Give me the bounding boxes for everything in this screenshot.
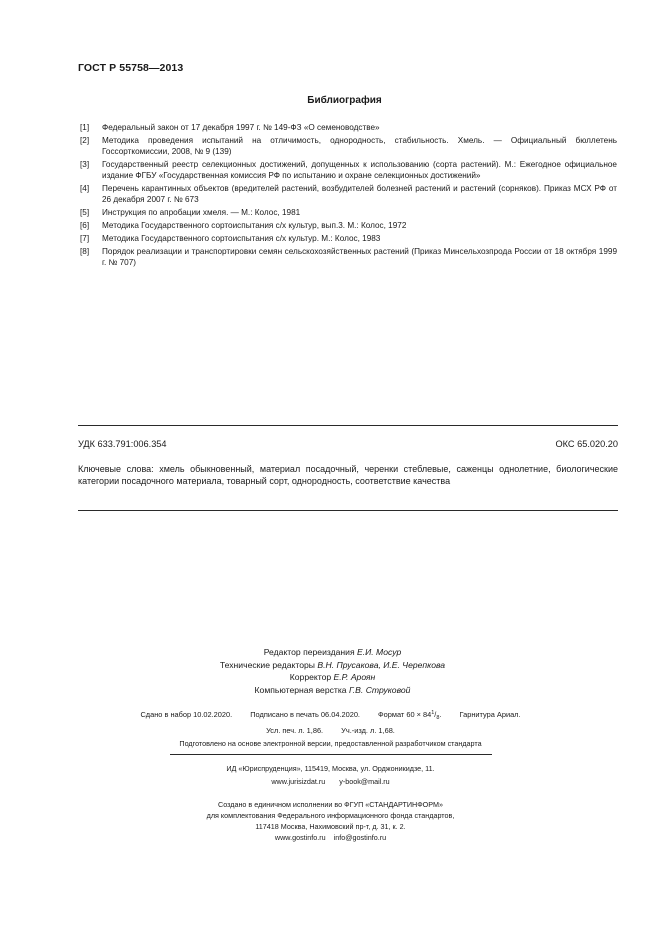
udk-code: УДК 633.791:006.354 — [78, 439, 167, 449]
corrector-name: Е.Р. Ароян — [333, 672, 376, 683]
ref-text: Порядок реализации и транспортировки семян сельскохозяйственных растений (Приказ Минсельхозпрода России от 18 октября 1999 г. № 707) — [102, 247, 617, 267]
ref-number: [5] — [80, 208, 90, 217]
format-suffix: . — [439, 710, 442, 719]
publication-sheets: Уч.-изд. л. 1,68. — [341, 726, 395, 735]
ref-text: Методика Государственного сортоиспытания с/х культур, вып.3. М.: Колос, 1972 — [102, 221, 407, 230]
ref-text: Методика Государственного сортоиспытания с/х культур. М.: Колос, 1983 — [102, 234, 381, 243]
standard-number: ГОСТ Р 55758—2013 — [78, 62, 184, 74]
set-date: Сдано в набор 10.02.2020. — [140, 710, 233, 719]
bibliography-item — [80, 122, 617, 133]
bibliography-item — [80, 159, 617, 181]
typeface: Гарнитура Ариал. — [459, 710, 521, 719]
publisher-site: www.jurisizdat.ru — [271, 776, 326, 786]
bibliography-item — [80, 233, 617, 244]
keywords: Ключевые слова: хмель обыкновенный, материал посадочный, черенки стеблевые, саженцы однолетние, биологические категории посадочного материала, товарный сорт, однородность, соответствие качества — [78, 464, 618, 486]
bibliography-item — [80, 220, 617, 231]
tech-editors-names: В.Н. Прусакова, И.Е. Черепкова — [317, 659, 446, 670]
bibliography-item — [80, 207, 617, 218]
prepared-note: Подготовлено на основе электронной версии, предоставленной разработчиком стандарта — [179, 739, 482, 748]
tech-editors-line — [2, 659, 661, 672]
gostinfo-email: info@gostinfo.ru — [333, 833, 387, 842]
publisher-contacts — [0, 776, 661, 789]
ref-number: [1] — [80, 123, 90, 132]
layout-label: Компьютерная верстка — [254, 684, 347, 695]
format-numerator: 1 — [431, 710, 435, 716]
bibliography-item — [80, 135, 617, 157]
layout-line — [2, 684, 661, 697]
format-prefix: Формат 60 × 84 — [378, 710, 432, 719]
bibliography-item — [80, 246, 617, 268]
editor-name: Е.И. Мосур — [357, 647, 402, 657]
ref-number: [3] — [80, 160, 90, 169]
bibliography-title — [0, 95, 661, 106]
layout-name: Г.В. Струковой — [348, 684, 411, 695]
bibliography-item — [80, 183, 617, 205]
corrector-line — [2, 671, 661, 684]
ref-number: [4] — [80, 184, 90, 193]
print-sheets: Усл. печ. л. 1,86. — [266, 726, 324, 735]
production-info — [0, 799, 661, 843]
publisher-email: y-book@mail.ru — [339, 776, 390, 786]
ref-text: Государственный реестр селекционных достижений, допущенных к использованию (сорта растений). М.: Ежегодное официальное издание ФГБУ «Государственная комиссия РФ по испытанию и охране селекционных достижений» — [102, 160, 617, 180]
sheet-details — [0, 726, 661, 735]
ref-text: Перечень карантинных объектов (вредителей растений, возбудителей болезней растений и растений (сорняков). Приказ МСХ РФ от 26 декабря 2007 г. № 673 — [102, 184, 617, 204]
made-line-2: для комплектования Федерального информационного фонда стандартов, — [206, 811, 455, 820]
divider-top — [78, 425, 618, 426]
publisher-imprint — [0, 763, 661, 788]
imprint-divider — [170, 754, 492, 755]
ref-number: [6] — [80, 221, 90, 230]
print-details — [0, 710, 661, 721]
made-line-1: Создано в единичном исполнении во ФГУП «СТАНДАРТИНФОРМ» — [218, 800, 443, 809]
editor-label: Редактор переиздания — [263, 647, 355, 657]
ref-text: Методика проведения испытаний на отличимость, однородность, стабильность. Хмель. — Официальный бюллетень Госсорткомиссии, 2008, № 9 (139) — [102, 136, 617, 156]
gostinfo-site: www.gostinfo.ru — [274, 833, 326, 842]
bibliography-list — [80, 122, 617, 270]
format-denominator: 8 — [436, 715, 440, 721]
oks-code: ОКС 65.020.20 — [555, 439, 618, 449]
ref-number: [7] — [80, 234, 90, 243]
divider-bottom — [78, 510, 618, 511]
made-line-3: 117418 Москва, Нахимовский пр-т, д. 31, к. 2. — [255, 822, 406, 831]
made-contacts — [0, 832, 661, 843]
credits-block — [0, 646, 661, 696]
corrector-label: Корректор — [289, 672, 332, 683]
ref-number: [8] — [80, 247, 90, 256]
bibliography-title-text: Библиография — [307, 95, 382, 106]
paper-format: Формат $60 \times 84^1/_8$. — [378, 710, 442, 721]
ref-text: Инструкция по апробации хмеля. — М.: Колос, 1981 — [102, 208, 301, 217]
signed-text: Подписано в печать 06.04.2020. — [250, 710, 360, 719]
publisher-address: ИД «Юриспруденция», 115419, Москва, ул. Орджоникидзе, 11. — [226, 764, 435, 773]
editor-line — [2, 646, 661, 659]
ref-number: [2] — [80, 136, 90, 145]
ref-text: Федеральный закон от 17 декабря 1997 г. № 149-ФЗ «О семеноводстве» — [102, 123, 380, 132]
signed-date — [250, 710, 360, 719]
tech-editors-label: Технические редакторы — [219, 659, 315, 670]
